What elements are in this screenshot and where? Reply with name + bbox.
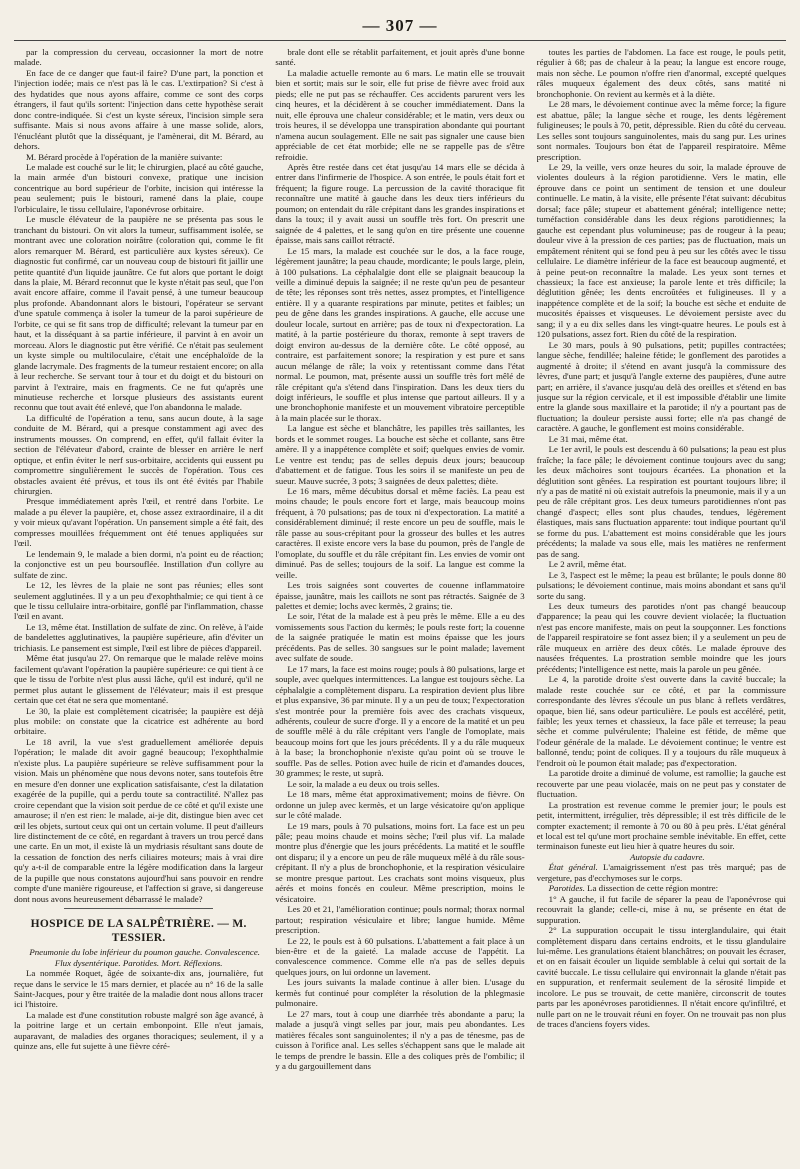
column-left-body [14, 47, 263, 904]
paragraph: Après être restée dans cet état jusqu'au 14 mars elle se décida à entrer dans l'infirmerie de l'hospice. A son entrée, le pouls était fort et fréquent; la figure rouge. La percussion de la cavité thoracique fit reconnaître une matité à gauche dans les deux tiers inférieurs du poumon; on entendait du râle crépitant dans les grandes inspirations et dans la toux; il y avait aussi un souffle très fort. On prescrit une saignée de 4 palettes, et le sang qu'on en tire présente une couenne épaisse, mais sans caillot rétracté. [275, 161, 525, 246]
paragraph: Le 17 mars, la face est moins rouge; pouls à 80 pulsations, large et souple, avec quelques intermittences. La langue est toujours sèche. La céphalalgie a complètement disparu. La respiration devient plus libre et plus expansive, 36 par minute. Il y a un peu de toux; l'expectoration s'est montrée pour la première fois avec des crachats visqueux, adhérents, couleur de sucre d'orge. Il y a encore de la matité et un peu de souffle mêlé à du râle crépitant vers l'angle de l'omoplate, mais beaucoup moins fort que les jours précédents. Il y a du râle muqueux à la base; la bronchophonie n'existe qu'au point où se trouve le souffle. Pas de selles. Potion avec huile de ricin et d'amandes douces, 30 grammes; le reste, ut suprà. [275, 663, 525, 779]
paragraph: Le muscle élévateur de la paupière ne se présenta pas sous le tranchant du bistouri. On vit alors la tumeur, suffisamment isolée, se montrant avec une coloration noirâtre (coloration qui, comme le fit alors remarquer M. Bérard, est particulière aux kystes séreux). Ce diagnostic fut confirmé, car un nouveau coup de bistouri fit jaillir une petite quantité d'un liquide jaunâtre. Ce fut alors que portant le doigt dans la plaie, M. Bérard reconnut que le kyste n'était pas seul, que l'on avait encore affaire, comme il l'avait pensé, à une tumeur beaucoup plus profonde. Abandonnant alors le bistouri, l'opérateur se servant d'une spatule commença à isoler la tumeur de la paroi supérieure de l'orbite, ce qui se fit sans trop de difficulté; relevant la tumeur par en haut, et la disséquant à sa partie inférieure, il parvint à en avoir un morceau. Alors le diagnostic put être vérifié. Ce n'était pas seulement un kyste simple ou multiloculaire, c'était une encéphaloïde de la glande lacrymale. Des fragments de la tumeur restaient encore; on alla à leur recherche. Se servant tour à tour et du doigt et du bistouri on parvint à l'extraire, mais en fragments. Ce ne fut qu'après une minutieuse recherche et lorsque plusieurs des assistants eurent reconnu que tout avait été enlevé, que l'on abandonna le malade. [14, 214, 264, 413]
paragraph: Le 27 mars, tout à coup une diarrhée très abondante a paru; la malade a jusqu'à vingt selles par jour, mais peu abondantes. Les matières fécales sont sanguinolentes; il n'y a pas de ténesme, pas de cuisson à l'orifice anal. Les selles s'échappent sans que le malade ait le temps de prendre le bassin. Elle a des coliques près de l'ombilic; il y a du gargouillement dans [275, 1008, 525, 1071]
autopsy-paragraph: 1° A gauche, il fut facile de séparer la peau de l'aponévrose qui recouvrait la glande; celle-ci, mise à nu, se présente en état de suppuration. [536, 893, 786, 925]
paragraph: La prostration est revenue comme le premier jour; le pouls est petit, intermittent, irrégulier, très dépressible; il est très difficile de le compter exactement; il remonte à 70 ou 80 à peu près. L'état général et local est tel qu'une mort prochaine semble inévitable. En effet, cette terminaison funeste eut lieu hier à quatre heures du soir. [536, 799, 786, 852]
paragraph: Le 28 mars, le dévoiement continue avec la même force; la figure est abattue, pâle; la langue sèche et rouge, les dents légèrement fuligineuses; le pouls à 70, petit, dépressible. Rien du côté du cerveau. Les selles sont toujours sanguinolentes, mais du sang pur. Les urines sont normales. Toujours bon état de l'appareil respiratoire. Même prescription. [536, 99, 786, 162]
paragraph: La maladie actuelle remonte au 6 mars. Le matin elle se trouvait bien et sortit; mais sur le soir, elle fut prise de fièvre avec froid aux pieds; elle ne put pas se réchauffer. Ces accidents parurent vers les cinq heures, et la décidèrent à se coucher immédiatement. Dans la nuit, elle éprouva une chaleur considérable; et le matin, vers deux ou trois heures, il se développa une transpiration abondante qui pourtant n'amena aucun soulagement. Elle ne sait pas signaler une cause bien appréciable de cet état morbide; elle ne se rappelle pas de s'être refroidie. [275, 67, 525, 162]
paragraph: Le 4, la parotide droite s'est ouverte dans la cavité buccale; la malade reste couchée sur ce côté, et par la commissure correspondante des lèvres s'écoule un pus blanc à reflets verdâtres, opaque, bien lié, sans odeur particulière. Le pouls est accéléré, petit, faible; les yeux ternes et chassieux, la face pâle et terreuse; la peau sèche et comme pulvérulente; l'haleine est fétide, de même que l'odeur générale de la malade. Le dévoiement continue; le ventre est ballonné, tendu; point de coliques. Il y a toujours du râle muqueux à l'endroit où le poumon était malade; pas d'expectoration. [536, 674, 786, 768]
paragraph: Le 30, la plaie est complètement cicatrisée; la paupière est déjà plus mobile: on constate que la cicatrice est adhérente au bord orbitaire. [14, 705, 264, 737]
column-right-body [537, 47, 786, 852]
section-subtitle: Pneumonie du lobe inférieur du poumon gauche. Convalescence. Flux dysentérique. Parotides. Mort. Réflexions. [29, 947, 260, 968]
paragraph: La difficulté de l'opération a tenu, sans aucun doute, à la sage conduite de M. Bérard, qui a presque constamment agi avec des instruments mousses. On comprend, en effet, qu'il fallait éviter la section de l'élévateur d'abord, crainte de blesser en arrière le nerf optique, et enfin éviter le nerf sus-orbitaire, accidents qui eussent pu compromettre singulièrement le succès de l'opération. Tous ces obstacles avaient été prévus, et tous ils ont été évités par l'habile chirurgien. [14, 412, 264, 497]
autopsy-paragraph: 2° La suppuration occupait le tissu interglandulaire, qui était complètement disparu dans certains endroits, et le tissu glandulaire lui-même. Les granulations étaient blanchâtres; on pouvait les écraser, et on en faisait écouler un liquide semblable à celui qui sortait de la cavité buccale. Le tissu cellulaire qui environnait la glande n'était pas en suppuration, et renfermait seulement de la sérosité limpide et incolore. Le pus se trouvait, de cette manière, circonscrit de toutes parts par les aponévroses parotidiennes. Il n'était encore qu'infiltré, et nulle part on ne le trouvait réuni en foyer. On ne trouvait pas non plus de traces d'anciens foyers vides. [536, 925, 786, 1030]
paragraph: En face de ce danger que faut-il faire? D'une part, la ponction et l'injection iodée; mais ce n'est pas là le cas. L'extirpation? Si c'est à des hydatides que nous ayons affaire, comme ce sont des corps étrangers, il faut qu'ils sortent: l'injection dans cette hypothèse serait donc contre-indiquée. Si c'est un kyste séreux, l'incision simple sera suffisante. Mais si nous avons affaire à une masse solide, alors, l'énucléant plutôt que la disséquant, je l'amènerai, dit M. Bérard, au dehors. [14, 67, 264, 152]
header-rule [14, 40, 786, 41]
section-divider [64, 908, 214, 909]
paragraph: Le 1er avril, le pouls est descendu à 60 pulsations; la peau est plus fraîche; la face pâle; le dévoiement continue toujours avec du sang; les deux mâchoires sont toujours écartées. La phonation et la déglutition sont gênées. La respiration est pourtant toujours libre; il n'y a pas de matité ni où existait autrefois la pneumonie, mais il y a un peu de râle crépitant gros. Les deux tumeurs parotidiennes n'ont pas changé d'aspect; elles sont plus chaudes, tendues, légèrement élastiques, mais sans fluctuation apparente: tout indique pourtant qu'il se forme du pus. L'abattement est moins considérable que les jours précédents; la malade va sous elle, mais les matières ne renferment pas de sang. [536, 444, 786, 559]
paragraph: La nommée Roquet, âgée de soixante-dix ans, journalière, fut reçue dans le service le 15 mars dernier, et placée au n° 16 de la salle Saint-Jacques, pour y être traitée de la maladie dont nous allons tracer ici l'histoire. [14, 968, 264, 1010]
paragraph: par la compression du cerveau, occasionner la mort de notre malade. [14, 47, 264, 68]
paragraph: Le 19 mars, pouls à 70 pulsations, moins fort. La face est un peu pâle; peau moins chaude et moins sèche; l'œil plus vif. La malade montre plus d'énergie que les jours précédents. La matité et le souffle ont disparu; il y a encore un peu de râle muqueux mêlé à du râle sous-crépitant. Il n'y a plus de bronchophonie, et la respiration vésiculaire se montre presque partout. Les crachats sont moins visqueux, plus aérés et moins foncés en couleur. Même prescription, moins le vésicatoire. [275, 820, 525, 904]
paragraph: Le 12, les lèvres de la plaie ne sont pas réunies; elles sont seulement agglutinées. Il y a un peu d'exophthalmie; ce qui tient à ce que le tissu cellulaire intra-orbitaire, gonflé par l'inflammation, chasse l'œil en avant. [14, 580, 264, 622]
autopsy-paragraph [537, 862, 786, 883]
paragraph: Le 18 mars, même état approximativement; moins de fièvre. On ordonne un julep avec kermès, et un large vésicatoire qu'on applique sur le côté malade. [275, 789, 525, 821]
autopsy-text-general: L'amaigrissement n'est pas très marqué; pas de vergeture, pas d'ecchymoses sur le corps. [536, 862, 786, 883]
columns [14, 47, 786, 1165]
paragraph: Le 22, le pouls est à 60 pulsations. L'abattement a fait place à un bien-être et de la gaieté. La malade accuse de l'appétit. La convalescence commence. Comme elle n'a pas de selles depuis quelques jours, on lui ordonne un lavement. [275, 935, 525, 977]
column-middle [275, 47, 524, 1165]
section-title: HOSPICE DE LA SALPÊTRIÈRE. — M. TESSIER. [30, 918, 247, 945]
column-left [14, 47, 263, 1165]
paragraph: Le 29, la veille, vers onze heures du soir, la malade éprouve de violentes douleurs à la région parotidienne. Vers le matin, elle éprouve dans ce point un sentiment de tension et une douleur continuelle. Le matin, à la visite, elle présente l'état suivant: décubitus dorsal; face pâle; stupeur et abattement général; intelligence nette; tuméfaction considérable dans les deux régions parotidiennes; la gauche est cependant plus volumineuse; pas de rougeur à la peau; douleur vive à la pression de ces parties; pas de fluctuation, mais un empâtement rénitent qui se fond peu à peu sur les côtés avec le tissu cellulaire. Le diamètre inférieur de la face est beaucoup augmenté, et à peine peut-on reconnaître la malade. Les yeux sont ternes et chassieux; la face est anxieuse; la parole lente et très difficile; la déglutition gênée; les dents encroûtées et fuligineuses. Il y a inappétence complète et de la soif; la bouche est sèche et enduite de mucosités épaisses et visqueuses. Le dévoiement persiste avec du sang; il y a eu dix selles dans les vingt-quatre heures. Le pouls est à 120 pulsations, assez fort. Rien du côté de la respiration. [536, 161, 786, 340]
paragraph: Le 3, l'aspect est le même; la peau est brûlante; le pouls donne 80 pulsations; le dévoiement continue, mais moins abondant et sans qu'il sorte du sang. [536, 569, 786, 601]
paragraph: brale dont elle se rétablit parfaitement, et jouit après d'une bonne santé. [275, 47, 525, 68]
paragraph: Les 20 et 21, l'amélioration continue; pouls normal; thorax normal partout; respiration vésiculaire et libre; langue humide. Même prescription. [275, 904, 525, 936]
paragraph: M. Bérard procède à l'opération de la manière suivante: [26, 151, 223, 162]
autopsy-heading: Autopsie du cadavre. [630, 851, 705, 862]
paragraph: Les jours suivants la malade continue à aller bien. L'usage du kermès fut continué pour compléter la résolution de la phlegmasie pulmonaire. [275, 977, 525, 1009]
paragraph: Le 16 mars, même décubitus dorsal et même faciès. La peau est moins chaude; le pouls encore fort et large, mais beaucoup moins fréquent, à 70 pulsations; pas de toux ni d'expectoration. La matité a considérablement diminué; il reste encore un peu de souffle, mais le râle passe au sous-crépitant pour la grosseur des bulles et les autres caractères. Il existe encore vers la base du poumon, près de l'angle de l'omoplate, du souffle et du râle crépitant fin. Les envies de vomir ont diminué. Pas de selles; toujours de la soif. La langue est comme la veille. [275, 486, 525, 580]
paragraph: toutes les parties de l'abdomen. La face est rouge, le pouls petit, régulier à 68; pas de chaleur à la peau; la langue est encore rouge, mais non sèche. Le poumon n'offre rien d'anormal, excepté quelques râles muqueux également des deux côtés, sans matité ni bronchophonie. On revient au kermès et à la diète. [536, 47, 786, 99]
column-left-after-body [14, 968, 263, 1052]
paragraph: Même état jusqu'au 27. On remarque que le malade relève moins facilement qu'avant l'opération la paupière supérieure: ce qui tient à ce que le tissu de l'orbite n'est plus aussi lâche, qu'il est induré, qu'il ne permet plus autant le glissement de l'élévateur; mais il est presque certain que cet état ne sera que momentané. [14, 653, 264, 706]
page-number: — 307 — [362, 16, 438, 35]
paragraph: Le soir, l'état de la malade est à peu près le même. Elle a eu des vomissements sous l'action du kermès; le pouls reste fort; la couenne de la saignée pratiquée le matin est moins épaisse que les jours précédents. Pas de selles. 30 sangsues sur le point malade; lavement avec sulfate de soude. [275, 611, 525, 664]
paragraph: Le 15 mars, la malade est couchée sur le dos, a la face rouge, légèrement jaunâtre; la peau chaude, mordicante; le pouls large, plein, à 100 pulsations. La céphalalgie dont elle se plaignait beaucoup la veille a diminué depuis la saignée; il ne reste qu'un peu de pesanteur de tête; les réponses sont très nettes, assez promptes, et l'intelligence entière. Il y a quarante respirations par minute, petites et faibles; un peu de gêne dans les grandes inspirations. A gauche, elle accuse une douleur locale, surtout en arrière; pas de toux ni d'expectoration. La matité, à la partie postérieure du thorax, remonte à sept travers de doigt environ au-dessus de la dernière côte. Le côté opposé, au contraire, est parfaitement sonore; la respiration y est pure et sans aucun mélange de râle; la voix y retentissant comme dans l'état normal. Le poumon, mat, présente aussi un souffle très fort mêlé de râle crépitant qu'a s'étend dans l'inspiration. Dans les deux tiers du doigt inférieurs, le souffle et plus intense que partout ailleurs. Il y a une bronchophonie manifeste et un mouvement vibratoire perceptible à la main placée sur le thorax. [275, 245, 525, 423]
paragraph: Le malade est couché sur le lit; le chirurgien, placé au côté gauche, la main armée d'un bistouri convexe, pratique une incision concentrique au bord supérieur de l'orbite, incision qui intéresse la peau seulement; puis le bistouri, ramené dans la plaie, coupe l'orbiculaire, le tissu cellulaire, l'aponévrose orbitaire. [14, 161, 264, 214]
autopsy-paragraph [537, 883, 786, 893]
paragraph: La malade est d'une constitution robuste malgré son âge avancé, à la poitrine large et un certain embonpoint. Elle n'eut jamais, auparavant, de maladies des organes thoraciques; seulement, il y a quinze ans, elle fut sujette à une fièvre céré- [14, 1009, 264, 1052]
paragraph: Les trois saignées sont couvertes de couenne inflammatoire épaisse, jaunâtre, mais les caillots ne sont pas rétractés. Saignée de 3 palettes et demie; lochs avec kermès, 2 grains; tie. [275, 580, 525, 612]
paragraph: Le 31 mai, même état. [548, 433, 628, 444]
autopsy-text-parotides: La dissection de cette région montre: [584, 883, 719, 894]
paragraph: Le 2 avril, même état. [548, 559, 627, 570]
paragraph: La langue est sèche et blanchâtre, les papilles très saillantes, les bords et le sommet rouges. La bouche est sèche et collante, sans être amère. Il y a inappétence complète et soif; quelques envies de vomir. Le ventre est tendu; pas de selles depuis deux jours; beaucoup d'abattement et de fatigue. Tous les soirs il se manifeste un peu de sueur. Mauve sucrée, 3 pots; 3 saignées de deux palettes; diète. [275, 423, 525, 486]
paragraph: Presque immédiatement après l'œil, et rentré dans l'orbite. Le malade a pu élever la paupière, et, chose assez extraordinaire, il a dit y voir mieux qu'avant l'opération. Un pansement simple a été fait, des compresses mouillées fréquemment ont été tenues appliquées sur l'œil. [14, 496, 264, 549]
autopsy-label-parotides: Parotides. [548, 883, 585, 894]
autopsy-label-general: État général. [548, 862, 598, 873]
paragraph: La parotide droite a diminué de volume, est ramollie; la gauche est recouverte par une peau violacée, mais on ne peut pas y constater de fluctuation. [536, 768, 786, 800]
paragraph: Les deux tumeurs des parotides n'ont pas changé beaucoup d'apparence; la peau qui les couvre devient violacée; la fluctuation n'est pas encore manifeste, mais on peut la soupçonner. Les fonctions de l'appareil respiratoire se font assez bien; il y a seulement un peu de râle muqueux en arrière des deux côtés. Le malade éprouve des nausées fréquentes. La prostration semble moindre que les jours précédents; l'intelligence est nette, mais la parole un peu gênée. [536, 601, 786, 674]
paragraph: Le soir, la malade a eu deux ou trois selles. [287, 778, 440, 789]
paragraph: Le 18 avril, la vue s'est graduellement améliorée depuis l'opération; le malade dit avoir gagné beaucoup; l'exophthalmie n'existe plus. La paupière supérieure se relève suffisamment pour la vision. Mais un phénomène que nous devons noter, sans toutefois être en mesure d'en donner une explication satisfaisante, c'est la dilatation exagérée de la pupille, qui a perdu toute sa contractilité. N'allez pas croire cependant que la vision soit perdue de ce côté et qu'il existe une amaurose; il n'en est rien: le malade, ai-je dit, distingue bien avec cet œil les objets, surtout ceux qui ont un certain volume. Il peut d'ailleurs lire distinctement de ce côté, en regardant à travers un trou percé dans une carte. En un mot, il existe là un mydriasis résultant sans doute de la cessation de fonction des nerfs ciliaires moteurs; mais à vrai dire qu'y a-t-il de comparable entre la légère modification dans la largeur de la pupille que nous constatons aujourd'hui sans pouvoir en rendre compte d'une manière rigoureuse, et l'affection si grave, si dangereuse dont nous avons heureusement débarrassé le malade? [14, 736, 264, 904]
paragraph: Le 30 mars, pouls à 90 pulsations, petit; pupilles contractées; langue sèche, fendillée; haleine fétide; le gonflement des parotides a augmenté à droite; il s'étend en avant jusqu'à la commissure des lèvres, d'une part; et jusqu'à l'angle externe des paupières, d'une autre part; en arrière, il s'avance jusqu'au delà des oreilles et s'étend en bas jusque sur la région cervicale, et il est impossible d'établir une limite entre la glande sous maxillaire et la parotide; il n'y a pourtant pas de fluctuation; la douleur persiste aussi forte; elle n'a pas changé de caractère. A gauche, le gonflement est moins considérable. [536, 339, 786, 434]
column-right [537, 47, 786, 1165]
paragraph: Le 13, même état. Instillation de sulfate de zinc. On relève, à l'aide de bandelettes agglutinatives, la paupière supérieure, afin d'éviter un trichiasis. Le pansement est simple, l'œil est libre de pièces d'appareil. [14, 621, 264, 653]
paragraph: Le lendemain 9, le malade a bien dormi, n'a point eu de réaction; la conjonctive est un peu boursouflée. Instillation d'un collyre au sulfate de zinc. [14, 548, 264, 580]
